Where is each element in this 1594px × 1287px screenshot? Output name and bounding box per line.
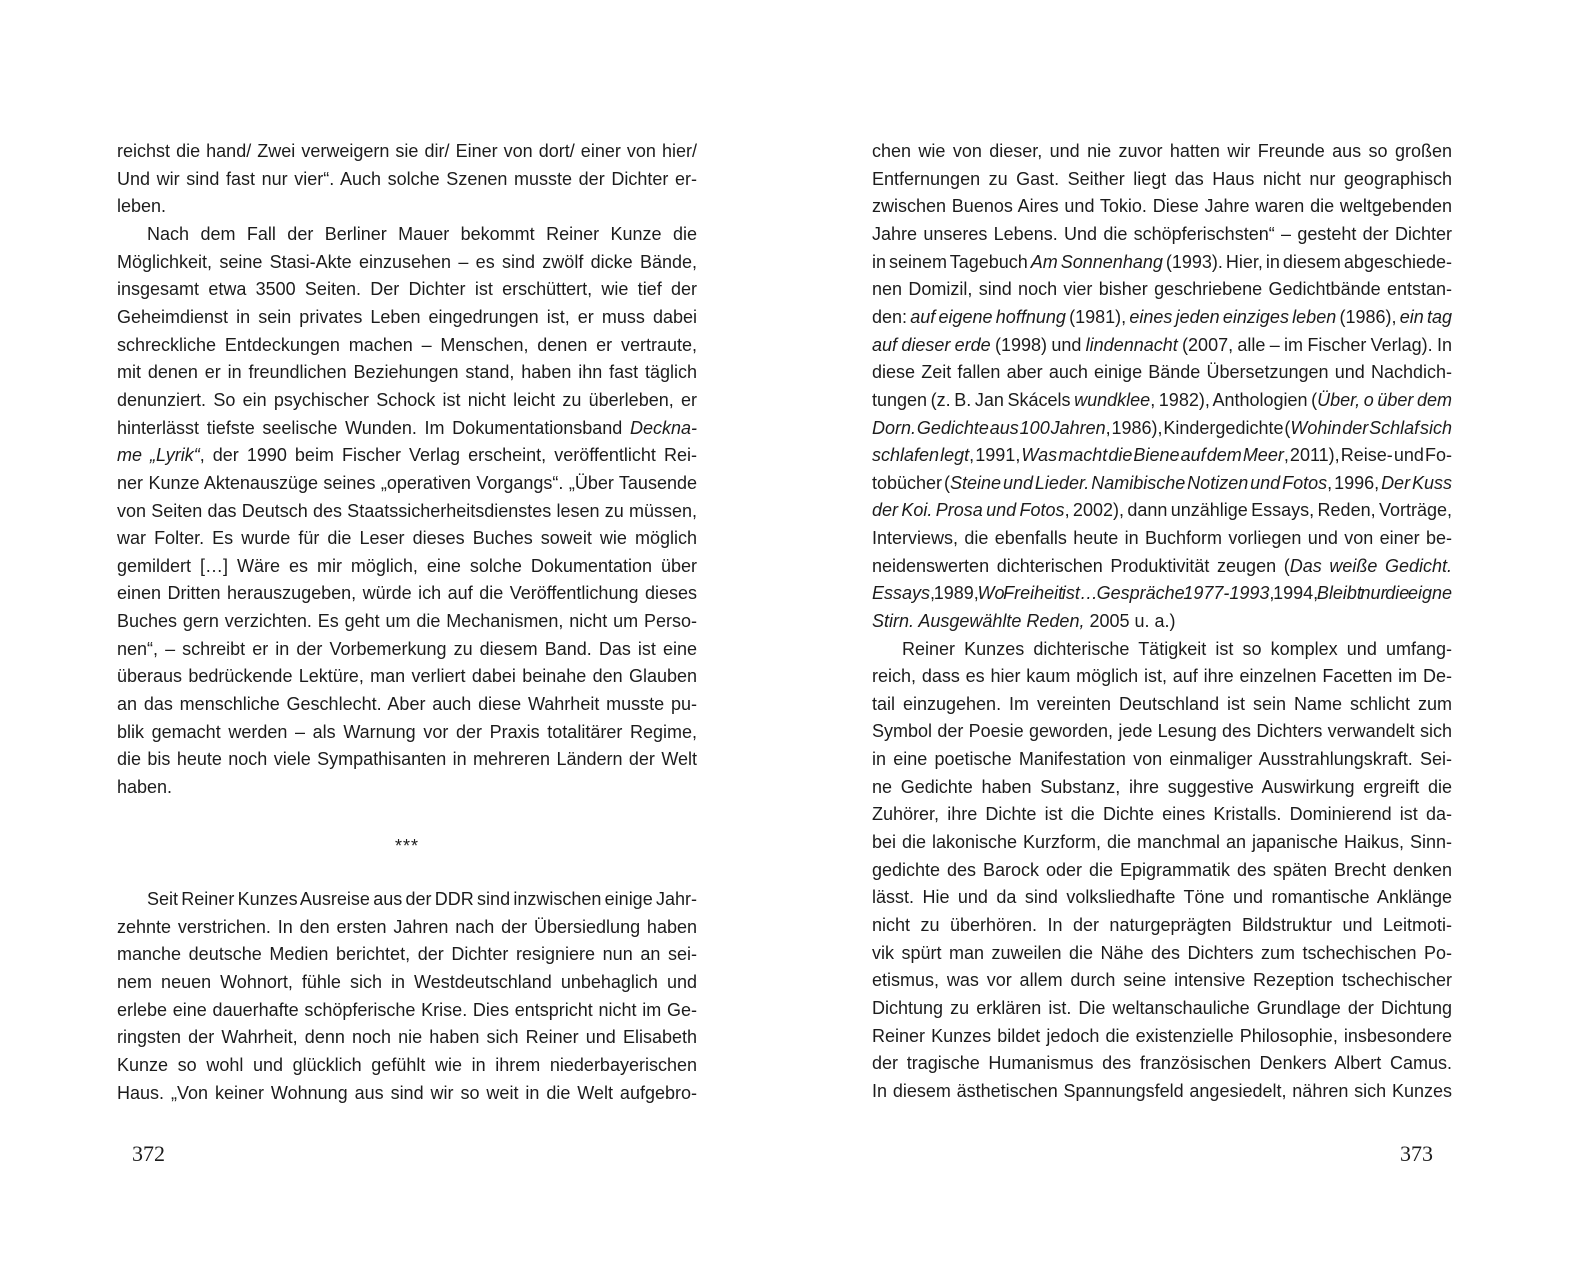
text-run: Haus. „Von keiner Wohnung aus sind wir so weit in die Welt aufgebro- [117,1082,697,1103]
text-line [117,304,697,332]
italic-title-text: ein tag [1399,306,1452,327]
italic-title-text: der Koi. Prosa und Fotos [872,500,1065,521]
text-run: leben. [117,196,167,217]
text-line [872,967,1452,995]
text-run: (1998) und [990,334,1086,355]
text-line [872,1023,1452,1051]
text-run: (1993). Hier, in diesem abgeschiede- [1162,251,1453,272]
text-run: In diesem ästhetischen Spannungsfeld angesiedelt, nähren sich Kunzes [872,1080,1452,1101]
text-run: Entfernungen zu Gast. Seither liegt das Haus nicht nur geographisch [872,168,1452,189]
text-line [872,166,1452,194]
text-line [872,470,1452,498]
text-run: gedichte des Barock oder die Epigrammatik des späten Brecht denken [872,859,1452,880]
text-run: Seit Reiner Kunzes Ausreise aus der DDR sind inzwischen einige Jahr- [147,889,697,909]
text-run: überaus bedrückende Lektüre, man verliert dabei beinahe den Glauben [117,666,697,687]
text-line [902,636,1452,664]
text-line [117,193,166,221]
text-run: ner Kunze Aktenauszüge seines „operativen Vorgangs“. „Über Tausende [117,472,697,493]
text-run: , 1986), Kindergedichte ( [1105,417,1291,438]
text-run: zwischen Buenos Aires und Tokio. Diese Jahre waren die weltgebenden [872,196,1452,217]
text-run: tail einzugehen. Im vereinten Deutschland ist sein Name schlicht zum [872,693,1452,714]
text-run: Symbol der Poesie geworden, jede Lesung des Dichters verwandelt sich [872,721,1452,742]
text-line [117,415,697,443]
text-line [117,969,697,997]
text-line [872,663,1452,691]
text-line [872,553,1452,581]
text-run: gemildert […] Wäre es mir möglich, eine solche Dokumentation über [117,555,697,576]
text-run: , 2011), Reise- und Fo- [1283,445,1452,466]
text-line [872,884,1452,912]
text-line [872,801,1452,829]
text-line [117,941,697,969]
italic-title-text: Wo Freiheit ist… Gespräche 1977-1993 [977,583,1270,604]
text-run: , 1982), Anthologien ( [1150,389,1318,410]
text-run: tungen (z. B. Jan Skácels [872,389,1075,410]
text-run: Interviews, die ebenfalls heute in Buchform vorliegen und von einer be- [872,528,1452,549]
text-line [117,359,697,387]
text-line [117,663,697,691]
text-run: Geheimdienst in sein privates Leben eingedrungen ist, er muss dabei [117,306,697,327]
text-run: bei die lakonische Kurzform, die manchmal an japanische Haikus, Sinn- [872,832,1452,853]
text-run: der tragische Humanismus des französischen Denkers Albert Camus. [872,1053,1452,1074]
text-run: (1986), [1336,306,1400,327]
text-run: nen“, – schreibt er in der Vorbemerkung zu diesem Band. Das ist eine [117,638,697,659]
text-run: nicht zu überhören. In der naturgeprägten Bildstruktur und Leitmoti- [872,915,1452,935]
text-run: Reiner Kunzes dichterische Tätigkeit ist so komplex und umfang- [902,638,1452,659]
text-run: vik spürt man zuweilen die Nähe des Dichters zum tschechischen Po- [872,942,1452,963]
text-run: reich, dass es hier kaum möglich ist, auf ihre einzelnen Facetten im De- [872,666,1452,687]
text-line [872,746,1452,774]
italic-title-text: Über, o über dem [1317,389,1453,410]
text-run: einen Dritten herauszugeben, würde ich auf die Veröffentlichung dieses [117,583,697,604]
text-run: Jahre unseres Lebens. Und die schöpferischsten“ – gesteht der Dichter [872,223,1452,244]
text-run: tobücher ( [872,472,950,493]
text-run: an das menschliche Geschlecht. Aber auch diese Wahrheit musste pu- [117,694,697,715]
text-run: Kunze so wohl und glücklich gefühlt wie in ihrem niederbayerischen [117,1054,697,1075]
text-line [872,304,1452,332]
text-run: ringsten der Wahrheit, denn noch nie haben sich Reiner und Elisabeth [117,1027,697,1048]
text-line [872,774,1452,802]
text-line [117,498,697,526]
text-line [117,1052,697,1080]
text-line [872,415,1452,443]
italic-title-text: Am Sonnenhang [1030,251,1163,272]
text-run: lässt. Hie und da sind volksliedhafte Töne und romantische Anklänge [872,887,1452,908]
text-run: Möglichkeit, seine Stasi-Akte einzusehen – es sind zwölf dicke Bände, [117,251,697,272]
text-line [872,497,1452,525]
text-run: , 1989, [930,583,978,604]
text-line [872,580,1452,608]
text-run: den: [872,306,911,327]
text-line [872,193,1452,221]
text-run: etismus, was vor allem durch seine intensive Rezeption tschechischer [872,970,1452,991]
text-line [872,387,1452,415]
italic-title-text: lindennacht [1085,334,1178,355]
text-line [872,249,1452,277]
text-run: (1981), [1065,306,1130,327]
text-line [117,553,697,581]
text-line [147,886,697,914]
text-run: 2005 u. a.) [1084,611,1176,632]
text-run: blik gemacht werden – als Warnung vor der Praxis totalitärer Regime, [117,721,697,742]
text-run: erlebe eine dauerhafte schöpferische Krise. Dies entspricht nicht im Ge- [117,999,697,1020]
text-run: manche deutsche Medien berichtet, der Dichter resigniere nun an sei- [117,944,697,965]
text-run: , 1996, [1327,472,1382,493]
text-run: nen Domizil, sind noch vier bisher geschriebene Gedichtbände entstan- [872,279,1452,300]
text-run: insgesamt etwa 3500 Seiten. Der Dichter ist erschüttert, wie tief der [117,279,697,300]
text-line [872,332,1452,360]
text-run: neidenswerten dichterischen Produktivität zeugen ( [872,555,1290,576]
text-run: nem neuen Wohnort, fühle sich in Westdeutschland unbehaglich und [117,971,697,992]
text-line [872,276,1452,304]
text-run: denunziert. So ein psychischer Schock ist nicht leicht zu überleben, er [117,389,697,410]
text-run: die bis heute noch viele Sympathisanten in mehreren Ländern der Welt [117,749,697,770]
text-run: , 1991, [969,445,1022,466]
text-line [117,580,697,608]
text-line [117,249,697,277]
text-run: , 2002), dann unzählige Essays, Reden, Vorträge, [1064,500,1452,521]
text-line [872,608,1176,636]
italic-title-text: auf dieser erde [872,334,991,355]
text-line [117,1080,697,1108]
text-line [872,829,1452,857]
text-run: reichst die hand/ Zwei verweigern sie dir/ Einer von dort/ einer von hier/ [117,141,697,161]
text-run: war Folter. Es wurde für die Leser dieses Buches soweit wie möglich [117,528,697,549]
text-run: , 1994, [1269,583,1317,604]
italic-title-text: Der Kuss [1381,472,1453,493]
italic-title-text: Steine und Lieder. Namibische Notizen und Fotos [949,472,1328,493]
italic-title-text: eines jeden einziges leben [1129,306,1337,327]
italic-title-text: Was macht die Biene auf dem Meer [1021,445,1284,466]
text-line [872,442,1452,470]
text-line [117,138,697,166]
text-run: haben. [117,777,173,797]
text-line [872,691,1452,719]
text-run: in eine poetische Manifestation von einmaliger Ausstrahlungskraft. Sei- [872,749,1452,770]
text-line [117,442,697,470]
text-run: diese Zeit fallen aber auch einige Bände Übersetzungen und Nachdich- [872,362,1452,383]
text-run: Zuhörer, ihre Dichte ist die Dichte eines Kristalls. Dominierend ist da- [872,804,1452,825]
text-line [872,138,1452,166]
text-run: chen wie von dieser, und nie zuvor hatten wir Freunde aus so großen [872,141,1452,161]
text-line [117,719,697,747]
text-line [117,774,172,802]
italic-title-text: me „Lyrik“ [117,445,200,466]
text-run: schreckliche Entdeckungen machen – Menschen, denen er vertraute, [117,334,697,355]
text-run: Dichtung zu erklären ist. Die weltanschauliche Grundlage der Dichtung [872,997,1452,1018]
italic-title-text: Bleibt nur die eigne [1316,583,1453,604]
text-line [872,1078,1452,1106]
text-line [872,995,1452,1023]
text-line [872,1050,1452,1078]
text-run: zehnte verstrichen. In den ersten Jahren nach der Übersiedlung haben [117,916,697,937]
text-line [872,221,1452,249]
text-line [117,997,697,1025]
text-run: Reiner Kunzes bildet jedoch die existenzielle Philosophie, insbesondere [872,1025,1452,1046]
italic-title-text: Wohin der Schlaf sich [1290,417,1453,438]
text-line [117,608,697,636]
text-line [117,276,697,304]
text-line [117,691,697,719]
text-run: mit denen er in freundlichen Beziehungen stand, haben ihn fast täglich [117,362,697,383]
text-line [117,332,697,360]
text-line [117,636,697,664]
text-line [117,746,697,774]
italic-title-text: Dorn. Gedichte aus 100 Jahren [872,417,1106,438]
italic-title-text: Das weiße Gedicht. [1289,555,1452,576]
text-line [117,387,697,415]
page-number-left: 372 [132,1141,165,1166]
italic-title-text: Essays [872,583,931,604]
text-run: Buches gern verzichten. Es geht um die Mechanismen, nicht um Perso- [117,611,697,632]
section-separator: *** [394,836,419,856]
text-line [872,940,1452,968]
text-run: ne Gedichte haben Substanz, ihre suggestive Auswirkung ergreift die [872,776,1452,797]
italic-title-text: Stirn. Ausgewählte Reden, [872,611,1085,632]
italic-title-text: schlafen legt [872,445,970,466]
text-line [117,166,697,194]
text-line [872,525,1452,553]
italic-title-text: auf eigene hoffnung [910,306,1066,327]
text-line [872,912,1452,940]
text-run: (2007, alle – im Fischer Verlag). In [1177,334,1452,355]
text-line [872,359,1452,387]
text-line [872,857,1452,885]
italic-title-text: Deckna- [629,417,697,438]
text-line [117,1024,697,1052]
italic-title-text: wundklee [1074,389,1151,410]
text-line [117,525,697,553]
text-run: hinterlässt tiefste seelische Wunden. Im Dokumentationsband [117,417,630,438]
text-line [147,221,697,249]
text-line [117,914,697,942]
page-number-right: 373 [1400,1141,1433,1166]
text-run: von Seiten das Deutsch des Staatssicherheitsdienstes lesen zu müssen, [117,500,697,521]
text-run: Nach dem Fall der Berliner Mauer bekommt Reiner Kunze die [147,224,697,244]
text-line [872,718,1452,746]
text-run: in seinem Tagebuch [872,251,1031,272]
text-line [117,470,697,498]
text-run: , der 1990 beim Fischer Verlag erscheint, veröffentlicht Rei- [199,445,697,466]
text-run: Und wir sind fast nur vier“. Auch solche Szenen musste der Dichter er- [117,168,697,189]
